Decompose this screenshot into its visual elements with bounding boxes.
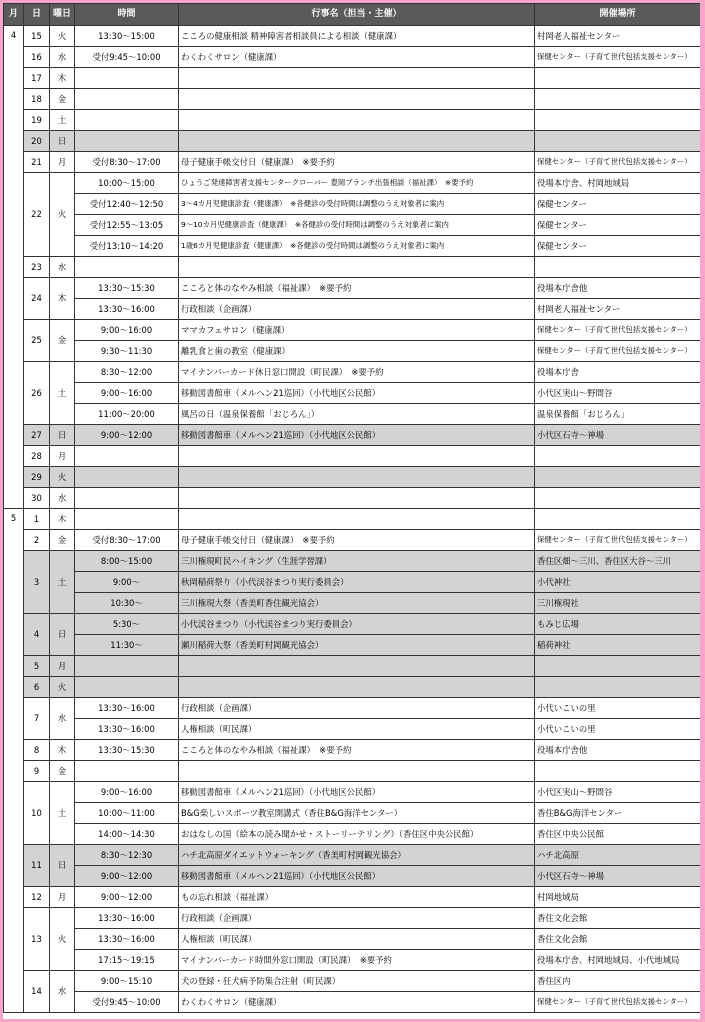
event-cell: 三川権現大祭（香美町香住観光協会） [179, 593, 535, 614]
event-cell [179, 68, 535, 89]
venue-cell [535, 656, 701, 677]
table-row [4, 509, 701, 530]
table-row [4, 236, 701, 257]
weekday-cell: 日 [50, 614, 75, 656]
table-row [4, 908, 701, 929]
table-row [4, 131, 701, 152]
table-row [4, 68, 701, 89]
venue-cell [535, 131, 701, 152]
event-cell: 母子健康手帳交付日（健康課） ※要予約 [179, 530, 535, 551]
table-row [4, 782, 701, 803]
table-row [4, 971, 701, 992]
time-cell: 10:30～ [75, 593, 179, 614]
venue-cell: ハチ北高原 [535, 845, 701, 866]
table-header-row [4, 4, 701, 26]
time-cell: 受付9:45～10:00 [75, 992, 179, 1013]
page-frame [3, 3, 700, 1019]
venue-cell: 保健センター [535, 236, 701, 257]
time-cell [75, 467, 179, 488]
weekday-cell: 金 [50, 761, 75, 782]
time-cell [75, 656, 179, 677]
venue-cell [535, 467, 701, 488]
time-cell [75, 509, 179, 530]
table-row [4, 194, 701, 215]
time-cell [75, 131, 179, 152]
header-day: 日 [24, 4, 50, 26]
venue-cell: 香住区内 [535, 971, 701, 992]
event-cell: わくわくサロン（健康課） [179, 992, 535, 1013]
event-cell: 行政相談（企画課） [179, 299, 535, 320]
table-row [4, 299, 701, 320]
table-body [4, 26, 701, 1013]
event-cell: B&G楽しいスポーツ教室開講式（香住B&G海洋センター） [179, 803, 535, 824]
day-cell: 1 [24, 509, 50, 530]
venue-cell [535, 446, 701, 467]
weekday-cell: 水 [50, 488, 75, 509]
weekday-cell: 木 [50, 278, 75, 320]
weekday-cell: 月 [50, 152, 75, 173]
event-cell: 人権相談（町民課） [179, 719, 535, 740]
venue-cell [535, 110, 701, 131]
day-cell: 21 [24, 152, 50, 173]
day-cell: 19 [24, 110, 50, 131]
weekday-cell: 木 [50, 740, 75, 761]
weekday-cell: 木 [50, 68, 75, 89]
time-cell [75, 89, 179, 110]
venue-cell: 役場本庁舎 [535, 362, 701, 383]
day-cell: 17 [24, 68, 50, 89]
day-cell: 27 [24, 425, 50, 446]
table-row [4, 215, 701, 236]
day-cell: 5 [24, 656, 50, 677]
day-cell: 2 [24, 530, 50, 551]
event-cell: わくわくサロン（健康課） [179, 47, 535, 68]
event-cell: 三川権現町民ハイキング（生涯学習課） [179, 551, 535, 572]
venue-cell: 保健センター（子育て世代包括支援センター） [535, 341, 701, 362]
venue-cell: 香住区畑～三川、香住区大谷～三川 [535, 551, 701, 572]
event-cell: 移動図書館車（メルヘン21巡回）（小代地区公民館） [179, 782, 535, 803]
venue-cell [535, 677, 701, 698]
table-row [4, 761, 701, 782]
day-cell: 8 [24, 740, 50, 761]
event-cell: こころと体のなやみ相談（福祉課） ※要予約 [179, 740, 535, 761]
time-cell [75, 761, 179, 782]
table-row [4, 824, 701, 845]
day-cell: 3 [24, 551, 50, 614]
venue-cell: 保健センター [535, 194, 701, 215]
time-cell: 13:30～16:00 [75, 719, 179, 740]
venue-cell: 香住文化会館 [535, 929, 701, 950]
venue-cell: 村岡老人福祉センター [535, 299, 701, 320]
venue-cell: 香住文化会館 [535, 908, 701, 929]
time-cell: 受付12:40～12:50 [75, 194, 179, 215]
table-row [4, 572, 701, 593]
time-cell: 9:00～12:00 [75, 866, 179, 887]
time-cell: 5:30～ [75, 614, 179, 635]
time-cell [75, 257, 179, 278]
event-cell: 離乳食と歯の教室（健康課） [179, 341, 535, 362]
event-cell [179, 467, 535, 488]
event-cell [179, 761, 535, 782]
event-cell: ハチ北高原ダイエットウォーキング（香美町村岡観光協会） [179, 845, 535, 866]
event-cell [179, 488, 535, 509]
table-row [4, 110, 701, 131]
venue-cell [535, 257, 701, 278]
time-cell: 13:30～15:30 [75, 740, 179, 761]
time-cell: 13:30～16:00 [75, 299, 179, 320]
table-row [4, 152, 701, 173]
header-time: 時間 [75, 4, 179, 26]
day-cell: 25 [24, 320, 50, 362]
day-cell: 18 [24, 89, 50, 110]
venue-cell: 保健センター（子育て世代包括支援センター） [535, 320, 701, 341]
weekday-cell: 火 [50, 173, 75, 257]
day-cell: 14 [24, 971, 50, 1013]
table-row [4, 341, 701, 362]
time-cell [75, 488, 179, 509]
table-row [4, 26, 701, 47]
day-cell: 24 [24, 278, 50, 320]
weekday-cell: 水 [50, 971, 75, 1013]
venue-cell: 三川権現社 [535, 593, 701, 614]
time-cell: 受付12:55～13:05 [75, 215, 179, 236]
venue-cell: 温泉保養館「おじろん」 [535, 404, 701, 425]
venue-cell: 村岡地域局 [535, 887, 701, 908]
header-venue: 開催場所 [535, 4, 701, 26]
event-calendar-table [3, 3, 700, 1013]
weekday-cell: 金 [50, 89, 75, 110]
day-cell: 20 [24, 131, 50, 152]
venue-cell: 香住区中央公民館 [535, 824, 701, 845]
event-cell [179, 656, 535, 677]
time-cell: 8:30～12:00 [75, 362, 179, 383]
event-cell: こころと体のなやみ相談（福祉課） ※要予約 [179, 278, 535, 299]
time-cell: 9:00～16:00 [75, 320, 179, 341]
event-cell: おはなしの国（絵本の読み聞かせ・ストーリーテリング）（香住区中央公民館） [179, 824, 535, 845]
table-row [4, 929, 701, 950]
time-cell: 8:30～12:30 [75, 845, 179, 866]
event-cell [179, 509, 535, 530]
weekday-cell: 月 [50, 656, 75, 677]
time-cell: 13:30～16:00 [75, 929, 179, 950]
table-row [4, 845, 701, 866]
venue-cell: 香住B&G海洋センター [535, 803, 701, 824]
time-cell [75, 446, 179, 467]
event-cell: もの忘れ相談（福祉課） [179, 887, 535, 908]
event-cell: こころの健康相談 精神障害者相談員による相談（健康課） [179, 26, 535, 47]
time-cell: 9:00～12:00 [75, 425, 179, 446]
venue-cell: 小代いこいの里 [535, 719, 701, 740]
venue-cell: 保健センター（子育て世代包括支援センター） [535, 992, 701, 1013]
header-month: 月 [4, 4, 24, 26]
venue-cell: 役場本庁舎、村岡地域局 [535, 173, 701, 194]
day-cell: 28 [24, 446, 50, 467]
weekday-cell: 金 [50, 320, 75, 362]
event-cell [179, 677, 535, 698]
time-cell: 10:00～11:00 [75, 803, 179, 824]
event-cell: 行政相談（企画課） [179, 698, 535, 719]
weekday-cell: 火 [50, 908, 75, 971]
time-cell: 11:00～20:00 [75, 404, 179, 425]
venue-cell [535, 509, 701, 530]
weekday-cell: 木 [50, 509, 75, 530]
weekday-cell: 月 [50, 446, 75, 467]
event-cell: 犬の登録・狂犬病予防集合注射（町民課） [179, 971, 535, 992]
event-cell: 移動図書館車（メルヘン21巡回）（小代地区公民館） [179, 383, 535, 404]
event-cell: 移動図書館車（メルヘン21巡回）（小代地区公民館） [179, 866, 535, 887]
time-cell: 8:00～15:00 [75, 551, 179, 572]
day-cell: 11 [24, 845, 50, 887]
weekday-cell: 日 [50, 425, 75, 446]
time-cell: 17:15～19:15 [75, 950, 179, 971]
event-cell: 風呂の日（温泉保養館「おじろん」） [179, 404, 535, 425]
table-row [4, 614, 701, 635]
event-cell: 移動図書館車（メルヘン21巡回）（小代地区公民館） [179, 425, 535, 446]
table-row [4, 740, 701, 761]
weekday-cell: 水 [50, 698, 75, 740]
weekday-cell: 土 [50, 551, 75, 614]
weekday-cell: 土 [50, 362, 75, 425]
weekday-cell: 月 [50, 887, 75, 908]
event-cell: 人権相談（町民課） [179, 929, 535, 950]
weekday-cell: 日 [50, 845, 75, 887]
day-cell: 6 [24, 677, 50, 698]
event-cell: ひょうご発達障害者支援センタークローバー 豊岡ブランチ出張相談（福祉課） ※要予約 [179, 173, 535, 194]
table-row [4, 698, 701, 719]
table-row [4, 467, 701, 488]
venue-cell: 小代区石寺～神場 [535, 425, 701, 446]
time-cell: 受付8:30～17:00 [75, 530, 179, 551]
weekday-cell: 火 [50, 26, 75, 47]
day-cell: 9 [24, 761, 50, 782]
table-row [4, 89, 701, 110]
event-cell: 1歳6カ月児健康診査（健康課） ※各健診の受付時間は調整のうえ対象者に案内 [179, 236, 535, 257]
table-row [4, 950, 701, 971]
day-cell: 15 [24, 26, 50, 47]
venue-cell: 役場本庁舎他 [535, 278, 701, 299]
venue-cell [535, 89, 701, 110]
venue-cell [535, 488, 701, 509]
event-cell: ママカフェサロン（健康課） [179, 320, 535, 341]
venue-cell [535, 68, 701, 89]
month-cell: 4 [4, 26, 24, 509]
table-row [4, 656, 701, 677]
table-row [4, 446, 701, 467]
venue-cell: 小代区実山～野間谷 [535, 383, 701, 404]
table-row [4, 866, 701, 887]
day-cell: 10 [24, 782, 50, 845]
venue-cell [535, 761, 701, 782]
table-row [4, 320, 701, 341]
day-cell: 23 [24, 257, 50, 278]
venue-cell: 保健センター（子育て世代包括支援センター） [535, 47, 701, 68]
day-cell: 22 [24, 173, 50, 257]
table-row [4, 362, 701, 383]
event-cell [179, 89, 535, 110]
weekday-cell: 金 [50, 530, 75, 551]
venue-cell: 役場本庁舎他 [535, 740, 701, 761]
table-row [4, 404, 701, 425]
time-cell: 受付13:10～14:20 [75, 236, 179, 257]
time-cell: 13:30～15:00 [75, 26, 179, 47]
day-cell: 12 [24, 887, 50, 908]
table-row [4, 488, 701, 509]
month-cell: 5 [4, 509, 24, 1013]
event-cell: 行政相談（企画課） [179, 908, 535, 929]
time-cell: 14:00～14:30 [75, 824, 179, 845]
time-cell: 9:00～ [75, 572, 179, 593]
time-cell: 受付9:45～10:00 [75, 47, 179, 68]
venue-cell: 小代いこいの里 [535, 698, 701, 719]
table-row [4, 677, 701, 698]
weekday-cell: 日 [50, 131, 75, 152]
event-cell: 3～4カ月児健康診査（健康課） ※各健診の受付時間は調整のうえ対象者に案内 [179, 194, 535, 215]
table-row [4, 992, 701, 1013]
time-cell: 9:00～16:00 [75, 782, 179, 803]
table-row [4, 803, 701, 824]
event-cell: 9～10カ月児健康診査（健康課） ※各健診の受付時間は調整のうえ対象者に案内 [179, 215, 535, 236]
header-weekday: 曜日 [50, 4, 75, 26]
weekday-cell: 土 [50, 782, 75, 845]
venue-cell: 村岡老人福祉センター [535, 26, 701, 47]
event-cell [179, 110, 535, 131]
venue-cell: 役場本庁舎、村岡地域局、小代地域局 [535, 950, 701, 971]
day-cell: 7 [24, 698, 50, 740]
event-cell: マイナンバーカード休日窓口開設（町民課） ※要予約 [179, 362, 535, 383]
event-cell [179, 131, 535, 152]
weekday-cell: 水 [50, 257, 75, 278]
weekday-cell: 火 [50, 467, 75, 488]
time-cell [75, 110, 179, 131]
venue-cell: 保健センター [535, 215, 701, 236]
time-cell: 13:30～15:30 [75, 278, 179, 299]
event-cell: マイナンバーカード時間外窓口開設（町民課） ※要予約 [179, 950, 535, 971]
table-row [4, 719, 701, 740]
venue-cell: 保健センター（子育て世代包括支援センター） [535, 152, 701, 173]
venue-cell: 小代区石寺～神場 [535, 866, 701, 887]
table-row [4, 593, 701, 614]
time-cell: 9:30～11:30 [75, 341, 179, 362]
table-row [4, 425, 701, 446]
time-cell: 11:30～ [75, 635, 179, 656]
venue-cell: 小代区実山～野間谷 [535, 782, 701, 803]
table-row [4, 383, 701, 404]
venue-cell: 稲荷神社 [535, 635, 701, 656]
time-cell [75, 68, 179, 89]
time-cell: 10:00～15:00 [75, 173, 179, 194]
event-cell [179, 257, 535, 278]
table-row [4, 278, 701, 299]
table-row [4, 173, 701, 194]
time-cell: 9:00～16:00 [75, 383, 179, 404]
weekday-cell: 火 [50, 677, 75, 698]
day-cell: 13 [24, 908, 50, 971]
venue-cell: 小代神社 [535, 572, 701, 593]
header-event: 行事名（担当・主催） [179, 4, 535, 26]
event-cell: 小代渓谷まつり（小代渓谷まつり実行委員会） [179, 614, 535, 635]
time-cell: 13:30～16:00 [75, 698, 179, 719]
venue-cell: もみじ広場 [535, 614, 701, 635]
weekday-cell: 水 [50, 47, 75, 68]
time-cell: 9:00～12:00 [75, 887, 179, 908]
time-cell [75, 677, 179, 698]
day-cell: 26 [24, 362, 50, 425]
table-row [4, 257, 701, 278]
day-cell: 16 [24, 47, 50, 68]
event-cell [179, 446, 535, 467]
day-cell: 30 [24, 488, 50, 509]
time-cell: 受付8:30～17:00 [75, 152, 179, 173]
day-cell: 4 [24, 614, 50, 656]
venue-cell: 保健センター（子育て世代包括支援センター） [535, 530, 701, 551]
day-cell: 29 [24, 467, 50, 488]
table-row [4, 551, 701, 572]
event-cell: 秋岡稲荷祭り（小代渓谷まつり実行委員会） [179, 572, 535, 593]
time-cell: 13:30～16:00 [75, 908, 179, 929]
event-cell: 母子健康手帳交付日（健康課） ※要予約 [179, 152, 535, 173]
weekday-cell: 土 [50, 110, 75, 131]
table-row [4, 47, 701, 68]
table-row [4, 887, 701, 908]
time-cell: 9:00～15:10 [75, 971, 179, 992]
table-row [4, 530, 701, 551]
table-row [4, 635, 701, 656]
event-cell: 瀬川稲荷大祭（香美町村岡観光協会） [179, 635, 535, 656]
